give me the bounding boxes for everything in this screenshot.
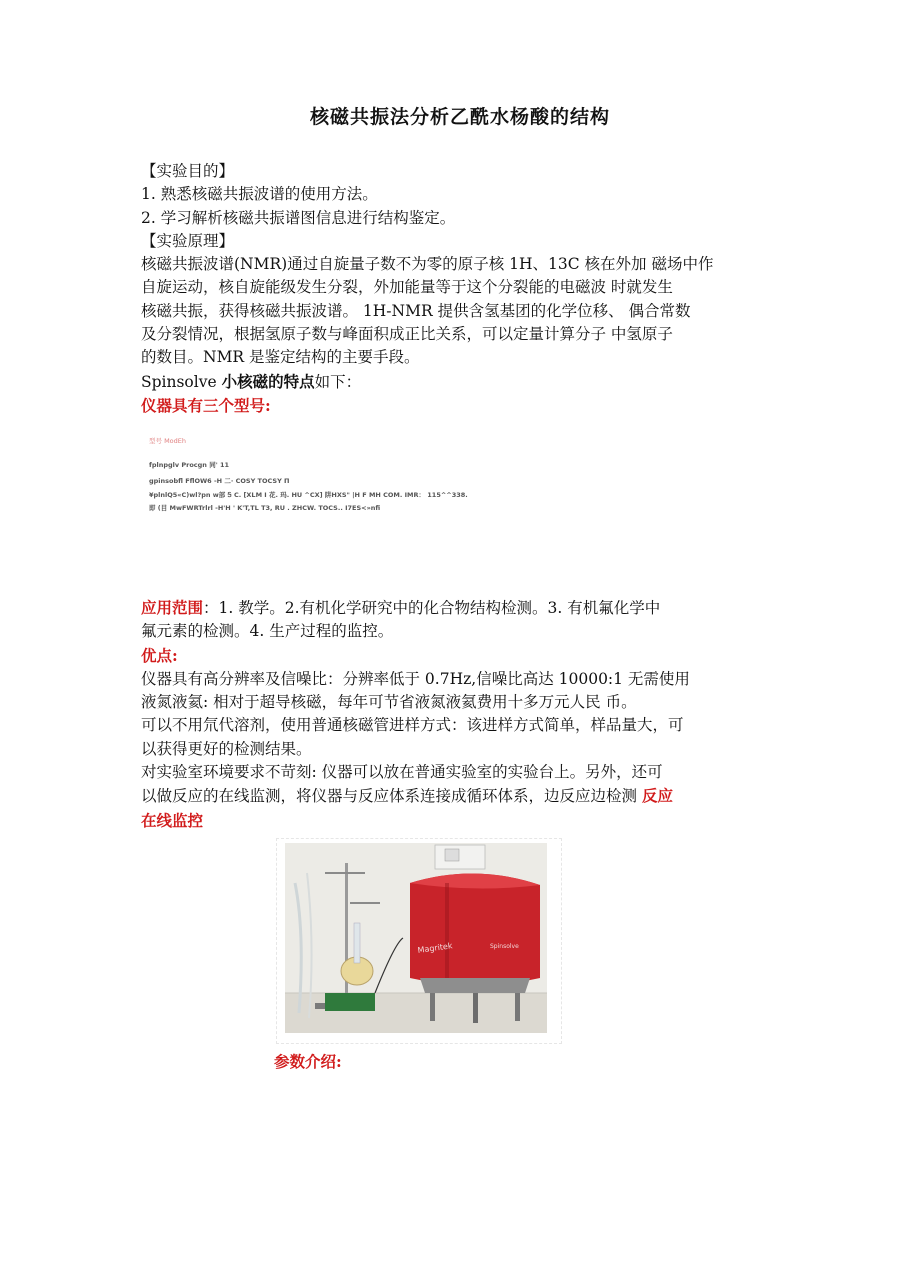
online-monitoring-label-2: 在线监控 bbox=[141, 810, 204, 830]
table-row: gpinsobfl FflOW6 -H 二· COSY TOCSY Π bbox=[149, 477, 290, 485]
spinsolve-photo bbox=[285, 843, 547, 1033]
purpose-section bbox=[141, 160, 781, 417]
purpose-heading: 【实验目的】 bbox=[141, 162, 235, 180]
page-title: 核磁共振法分析乙酰水杨酸的结构 bbox=[309, 106, 610, 128]
adv-line: 对实验室环境要求不苛刻: 仪器可以放在普通实验室的实验台上。另外，还可 bbox=[141, 763, 663, 782]
apps-line: 应用范围：1. 教学。2.有机化学研究中的化合物结构检测。3. 有机氟化学中 bbox=[141, 598, 661, 617]
principle-heading: 【实验原理】 bbox=[141, 231, 235, 250]
adv-line: 仪器具有高分辨率及信噪比：分辨率低于 0.7Hz,信噪比高达 10000:1 无需使用 bbox=[141, 669, 690, 688]
principle-line: 的数目。NMR 是鉴定结构的主要手段。 bbox=[141, 348, 420, 367]
principle-line: 自旋运动，核自旋能级发生分裂，外加能量等于这个分裂能的电磁波 时就发生 bbox=[141, 278, 673, 297]
apps-line: 氟元素的检测。4. 生产过程的监控。 bbox=[141, 622, 394, 641]
adv-line: 可以不用氘代溶剂，使用普通核磁管进样方式：该进样方式简单，样品量大，可 bbox=[141, 716, 684, 735]
online-monitoring-label: 反应 bbox=[641, 786, 673, 806]
principle-line: 核磁共振，获得核磁共振波谱。 1H-NMR 提供含氢基团的化学位移、 偶合常数 bbox=[141, 301, 691, 320]
purpose-item: 1. 熟悉核磁共振波谱的使用方法。 bbox=[141, 185, 378, 204]
photo-model-text: Spinsolve bbox=[490, 943, 519, 950]
table-row: fplnpglv Procgn 同' 11 bbox=[149, 461, 229, 469]
adv-line: 液氮液氦: 相对于超导核磁，每年可节省液氮液氦费用十多万元人民 币。 bbox=[141, 693, 637, 712]
table-row: ¥plnlQ5«C)wl?pn w部 Ꭶ C. [XLM I 花. 玛. HU ^CX] 阱HXS" |H F MH COM. IMR： 115^^338. bbox=[149, 491, 468, 499]
photo-brand-text: Magritek bbox=[417, 941, 454, 955]
adv-line: 以做反应的在线监测，将仪器与反应体系连接成循环体系，边反应边检测 反应 bbox=[141, 786, 673, 806]
table-header: 型号 ModEh bbox=[149, 437, 187, 445]
principle-line: 核磁共振波谱(NMR)通过自旋量子数不为零的原子核 1H、13C 核在外加 磁场中作 bbox=[141, 255, 714, 274]
params-heading: 参数介绍: bbox=[274, 1052, 342, 1071]
advantages-heading: 优点: bbox=[141, 645, 178, 665]
table-row: 即 (目 MwFWRTrlrl -H'H ' K'T,TL T3, RU . ZHCW. TOCS.. I7ES<»nfi bbox=[149, 504, 381, 512]
models-heading: 仪器具有三个型号: bbox=[141, 395, 271, 415]
features-bold: 小核磁的特点 bbox=[221, 371, 315, 391]
purpose-item: 2. 学习解析核磁共振谱图信息进行结构鉴定。 bbox=[141, 208, 456, 227]
spinsolve-photo-drawing bbox=[285, 843, 547, 1033]
apps-label: 应用范围 bbox=[141, 598, 204, 617]
principle-line: 及分裂情况，根据氢原子数与峰面积成正比关系，可以定量计算分子 中氢原子 bbox=[141, 325, 673, 344]
features-line: Spinsolve 小核磁的特点如下： bbox=[141, 371, 362, 391]
adv-line: 以获得更好的检测结果。 bbox=[141, 739, 312, 758]
models-table-image bbox=[146, 430, 566, 520]
applications-section bbox=[141, 596, 781, 832]
